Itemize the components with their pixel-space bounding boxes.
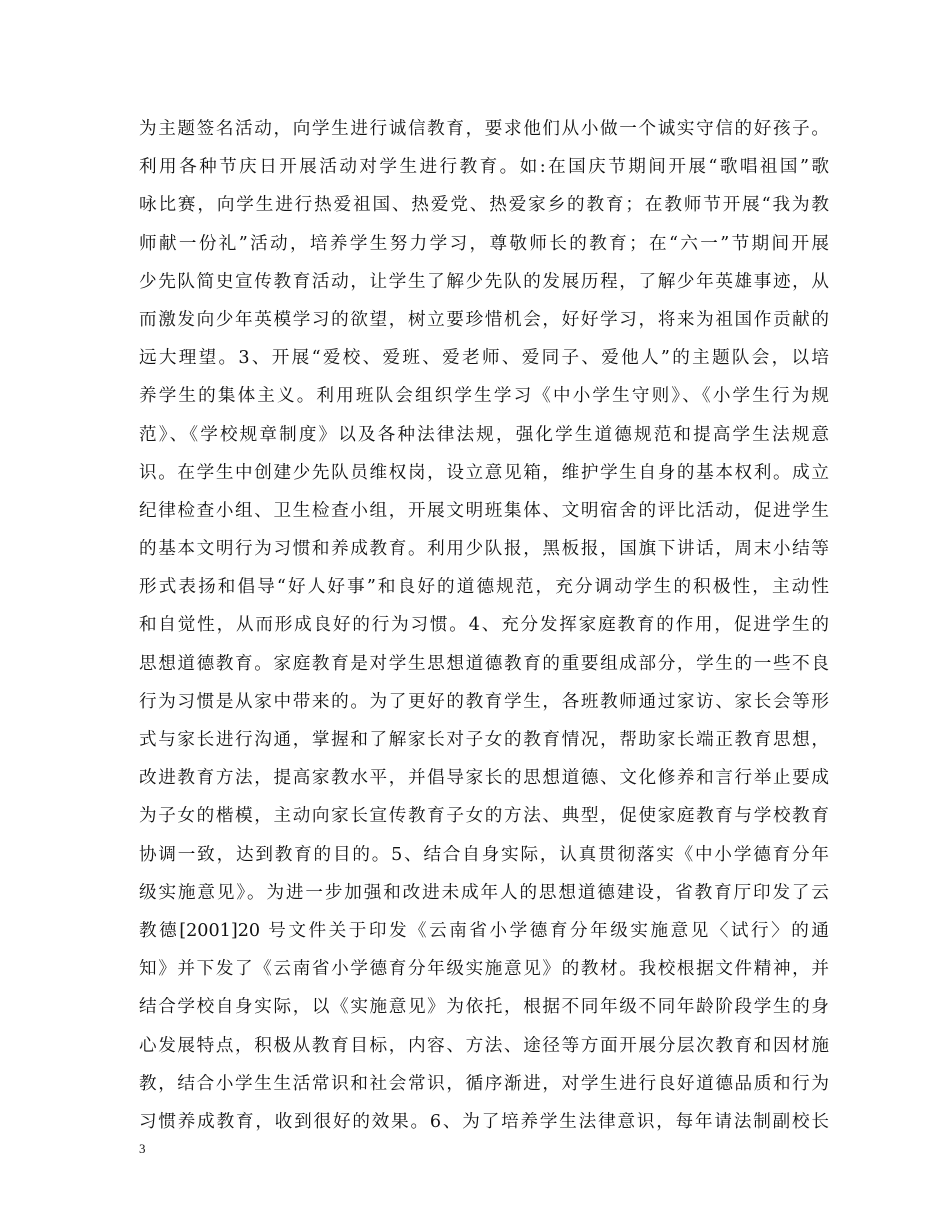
text-line: 的基本文明行为习惯和养成教育。利用少队报，黑板报，国旗下讲话，周末小结等 — [139, 539, 829, 560]
text-line: 结合学校自身实际，以《实施意见》为依托，根据不同年级不同年龄阶段学生的身 — [139, 997, 829, 1018]
text-line: 级实施意见》。为进一步加强和改进未成年人的思想道德建设，省教育厅印发了云 — [139, 882, 829, 903]
text-line: 范》、《学校规章制度》以及各种法律法规，强化学生道德规范和提高学生法规意 — [139, 424, 829, 445]
text-line: 而激发向少年英模学习的欲望，树立要珍惜机会，好好学习，将来为祖国作贡献的 — [139, 309, 829, 330]
text-line: 识。在学生中创建少先队员维权岗，设立意见箱，维护学生自身的基本权利。成立 — [139, 462, 829, 483]
text-line: 改进教育方法，提高家教水平，并倡导家长的思想道德、文化修养和言行举止要成 — [139, 768, 829, 789]
text-line: 教德[2001]20 号文件关于印发《云南省小学德育分年级实施意见〈试行〉的通 — [139, 920, 829, 941]
text-line: 师献一份礼”活动，培养学生努力学习，尊敬师长的教育；在“六一”节期间开展 — [139, 233, 829, 254]
text-line: 思想道德教育。家庭教育是对学生思想道德教育的重要组成部分，学生的一些不良 — [139, 653, 829, 674]
text-line: 协调一致，达到教育的目的。5、结合自身实际，认真贯彻落实《中小学德育分年 — [139, 844, 829, 865]
text-line: 行为习惯是从家中带来的。为了更好的教育学生，各班教师通过家访、家长会等形 — [139, 691, 829, 712]
page-number: 3 — [139, 1141, 146, 1156]
body-text — [139, 110, 829, 1141]
text-line: 习惯养成教育，收到很好的效果。6、为了培养学生法律意识，每年请法制副校长 — [139, 1111, 829, 1132]
text-line: 少先队简史宣传教育活动，让学生了解少先队的发展历程，了解少年英雄事迹，从 — [139, 271, 829, 292]
text-line: 知》并下发了《云南省小学德育分年级实施意见》的教材。我校根据文件精神，并 — [139, 959, 829, 980]
text-line: 教，结合小学生生活常识和社会常识，循序渐进，对学生进行良好道德品质和行为 — [139, 1073, 829, 1094]
text-line: 和自觉性，从而形成良好的行为习惯。4、充分发挥家庭教育的作用，促进学生的 — [139, 615, 829, 636]
text-line: 纪律检查小组、卫生检查小组，开展文明班集体、文明宿舍的评比活动，促进学生 — [139, 500, 829, 521]
text-line: 形式表扬和倡导“好人好事”和良好的道德规范，充分调动学生的积极性，主动性 — [139, 577, 829, 598]
text-line: 为主题签名活动，向学生进行诚信教育，要求他们从小做一个诚实守信的好孩子。 — [139, 119, 829, 139]
text-line: 式与家长进行沟通，掌握和了解家长对子女的教育情况，帮助家长端正教育思想， — [139, 730, 829, 750]
text-line: 咏比赛，向学生进行热爱祖国、热爱党、热爱家乡的教育；在教师节开展“我为教 — [139, 195, 829, 216]
text-line: 为子女的楷模，主动向家长宣传教育子女的方法、典型，促使家庭教育与学校教育 — [139, 806, 829, 827]
text-line: 利用各种节庆日开展活动对学生进行教育。如:在国庆节期间开展“歌唱祖国”歌 — [139, 157, 829, 178]
text-line: 远大理望。3、开展“爱校、爱班、爱老师、爱同子、爱他人”的主题队会，以培 — [139, 348, 829, 369]
text-line: 心发展特点，积极从教育目标，内容、方法、途径等方面开展分层次教育和因材施 — [139, 1035, 829, 1056]
text-line: 养学生的集体主义。利用班队会组织学生学习《中小学生守则》、《小学生行为规 — [139, 386, 829, 407]
